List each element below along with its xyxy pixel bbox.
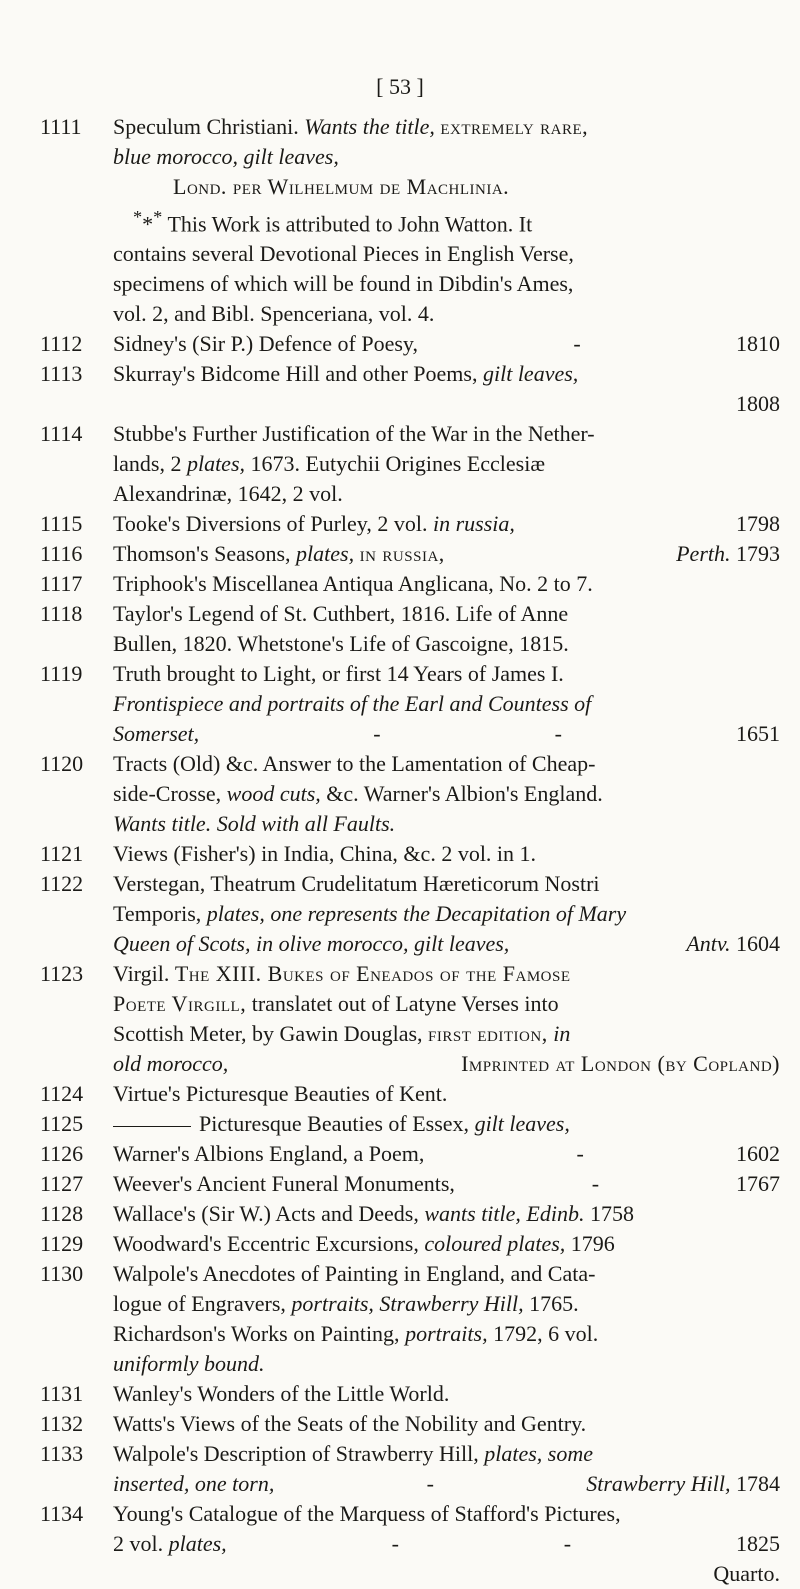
entry-number: 1129 <box>40 1231 84 1257</box>
entry-line: Picturesque Beauties of Essex, gilt leaves, <box>113 1109 780 1139</box>
entry-line: Tooke's Diversions of Purley, 2 vol. in russia, 1798 <box>113 511 780 537</box>
entry-line: Tracts (Old) &c. Answer to the Lamentation of Cheap- <box>113 751 596 777</box>
entry-number: 1124 <box>40 1081 84 1107</box>
entry-line: Woodward's Eccentric Excursions, coloured plates, 1796 <box>113 1231 615 1257</box>
entry-line: uniformly bound. <box>113 1351 265 1377</box>
entry-line: Sidney's (Sir P.) Defence of Poesy, - 1810 <box>113 331 780 357</box>
entry-line: Verstegan, Theatrum Crudelitatum Hæreticorum Nostri <box>113 871 600 897</box>
entry-line: Somerset, - - 1651 <box>113 721 780 747</box>
entry-line: Scottish Meter, by Gawin Douglas, first edition, in <box>113 1021 571 1047</box>
entry-number: 1113 <box>40 361 83 387</box>
entry-number: 1132 <box>40 1411 84 1437</box>
entry-line: lands, 2 plates, 1673. Eutychii Origines Ecclesiæ <box>113 451 546 477</box>
entry-1131 <box>40 1379 780 1409</box>
entry-1112 <box>40 329 780 359</box>
entry-line: side-Crosse, wood cuts, &c. Warner's Albion's England. <box>113 781 603 807</box>
entry-line: Views (Fisher's) in India, China, &c. 2 vol. in 1. <box>113 841 537 867</box>
entry-1118 <box>40 599 780 659</box>
entry-line: Weever's Ancient Funeral Monuments, - 1767 <box>113 1171 780 1197</box>
entry-number: 1134 <box>40 1501 84 1527</box>
entry-number: 1114 <box>40 421 83 447</box>
entry-line: Alexandrinæ, 1642, 2 vol. <box>113 481 343 507</box>
entry-line: Speculum Christiani. Wants the title, extremely rare, <box>113 114 589 139</box>
entry-1127 <box>40 1169 780 1199</box>
entry-1117 <box>40 569 780 599</box>
entry-1134 <box>40 1499 780 1589</box>
entry-line: vol. 2, and Bibl. Spenceriana, vol. 4. <box>113 301 435 327</box>
entry-1130 <box>40 1259 780 1379</box>
entry-number: 1117 <box>40 571 83 597</box>
entry-number: 1123 <box>40 961 84 987</box>
entry-line: inserted, one torn, - Strawberry Hill, 1784 <box>113 1471 780 1497</box>
entry-line: old morocco, Imprinted at London (by Copland) <box>113 1051 780 1077</box>
entry-number: 1127 <box>40 1171 84 1197</box>
entry-1133 <box>40 1439 780 1499</box>
entry-1128 <box>40 1199 780 1229</box>
entry-line: Virgil. The XIII. Bukes of Eneados of the Famose <box>113 961 571 987</box>
entry-line: Walpole's Anecdotes of Painting in England, and Cata- <box>113 1261 596 1287</box>
entry-line: Frontispiece and portraits of the Earl and Countess of <box>113 691 592 717</box>
entry-number: 1131 <box>40 1381 84 1407</box>
entry-line: Virtue's Picturesque Beauties of Kent. <box>113 1081 448 1107</box>
entry-line: Stubbe's Further Justification of the War in the Nether- <box>113 421 595 447</box>
entry-line: Watts's Views of the Seats of the Nobility and Gentry. <box>113 1411 587 1437</box>
entry-1121 <box>40 839 780 869</box>
entry-line: Wanley's Wonders of the Little World. <box>113 1381 450 1407</box>
entry-number: 1120 <box>40 751 84 777</box>
entry-number: 1128 <box>40 1201 84 1227</box>
entry-line: *** This Work is attributed to John Watton. It <box>133 207 533 237</box>
entry-number: 1112 <box>40 331 83 357</box>
entry-line: Richardson's Works on Painting, portraits, 1792, 6 vol. <box>113 1321 599 1347</box>
entry-1132 <box>40 1409 780 1439</box>
entry-line: logue of Engravers, portraits, Strawberry Hill, 1765. <box>113 1291 579 1317</box>
entry-1111 <box>40 112 780 329</box>
page-number: [ 53 ] <box>376 74 424 99</box>
entry-1120 <box>40 749 780 839</box>
entry-line: Warner's Albions England, a Poem, - 1602 <box>113 1141 780 1167</box>
entry-1113 <box>40 359 780 419</box>
entry-number: 1126 <box>40 1141 84 1167</box>
entry-number: 1121 <box>40 841 84 867</box>
entry-1126 <box>40 1139 780 1169</box>
entry-line: Young's Catalogue of the Marquess of Stafford's Pictures, <box>113 1501 621 1527</box>
entry-line: 1808 <box>736 391 780 417</box>
entry-line: 2 vol. plates, - - 1825 <box>113 1531 780 1557</box>
entry-line: contains several Devotional Pieces in English Verse, <box>113 241 574 267</box>
entry-1129 <box>40 1229 780 1259</box>
entry-line: Skurray's Bidcome Hill and other Poems, gilt leaves, <box>113 361 579 387</box>
entry-line: Truth brought to Light, or first 14 Years of James I. <box>113 661 564 687</box>
entry-line: Bullen, 1820. Whetstone's Life of Gascoigne, 1815. <box>113 631 569 657</box>
entry-1115 <box>40 509 780 539</box>
entry-line: Wants title. Sold with all Faults. <box>113 811 396 837</box>
entry-line: Taylor's Legend of St. Cuthbert, 1816. Life of Anne <box>113 601 569 627</box>
entry-1124 <box>40 1079 780 1109</box>
section-footer: Quarto. <box>713 1561 780 1587</box>
entry-line: Triphook's Miscellanea Antiqua Anglicana, No. 2 to 7. <box>113 571 593 597</box>
entry-line: blue morocco, gilt leaves, <box>113 144 339 169</box>
entry-1125 <box>40 1109 780 1139</box>
entry-number: 1116 <box>40 541 83 567</box>
entry-line: Queen of Scots, in olive morocco, gilt leaves, Antv. 1604 <box>113 931 780 957</box>
entry-line: Poete Virgill, translatet out of Latyne Verses into <box>113 991 559 1017</box>
entry-1123 <box>40 959 780 1079</box>
entry-1116 <box>40 539 780 569</box>
entry-number: 1130 <box>40 1261 84 1287</box>
entry-line: Thomson's Seasons, plates, in russia, Perth. 1793 <box>113 541 780 567</box>
entry-line: Lond. per Wilhelmum de Machlinia. <box>173 174 510 199</box>
entry-number: 1125 <box>40 1111 84 1137</box>
entry-1119 <box>40 659 780 749</box>
entries-list <box>40 112 780 1589</box>
entry-line: Walpole's Description of Strawberry Hill, plates, some <box>113 1441 593 1467</box>
entry-line: specimens of which will be found in Dibdin's Ames, <box>113 271 574 297</box>
entry-number: 1111 <box>40 114 82 139</box>
entry-number: 1133 <box>40 1441 84 1467</box>
entry-line: Temporis, plates, one represents the Decapitation of Mary <box>113 901 627 927</box>
entry-1122 <box>40 869 780 959</box>
entry-number: 1115 <box>40 511 83 537</box>
entry-number: 1118 <box>40 601 83 627</box>
entry-number: 1119 <box>40 661 83 687</box>
ditto-rule <box>113 1126 191 1127</box>
entry-number: 1122 <box>40 871 84 897</box>
entry-line: Wallace's (Sir W.) Acts and Deeds, wants title, Edinb. 1758 <box>113 1201 634 1227</box>
entry-1114 <box>40 419 780 509</box>
